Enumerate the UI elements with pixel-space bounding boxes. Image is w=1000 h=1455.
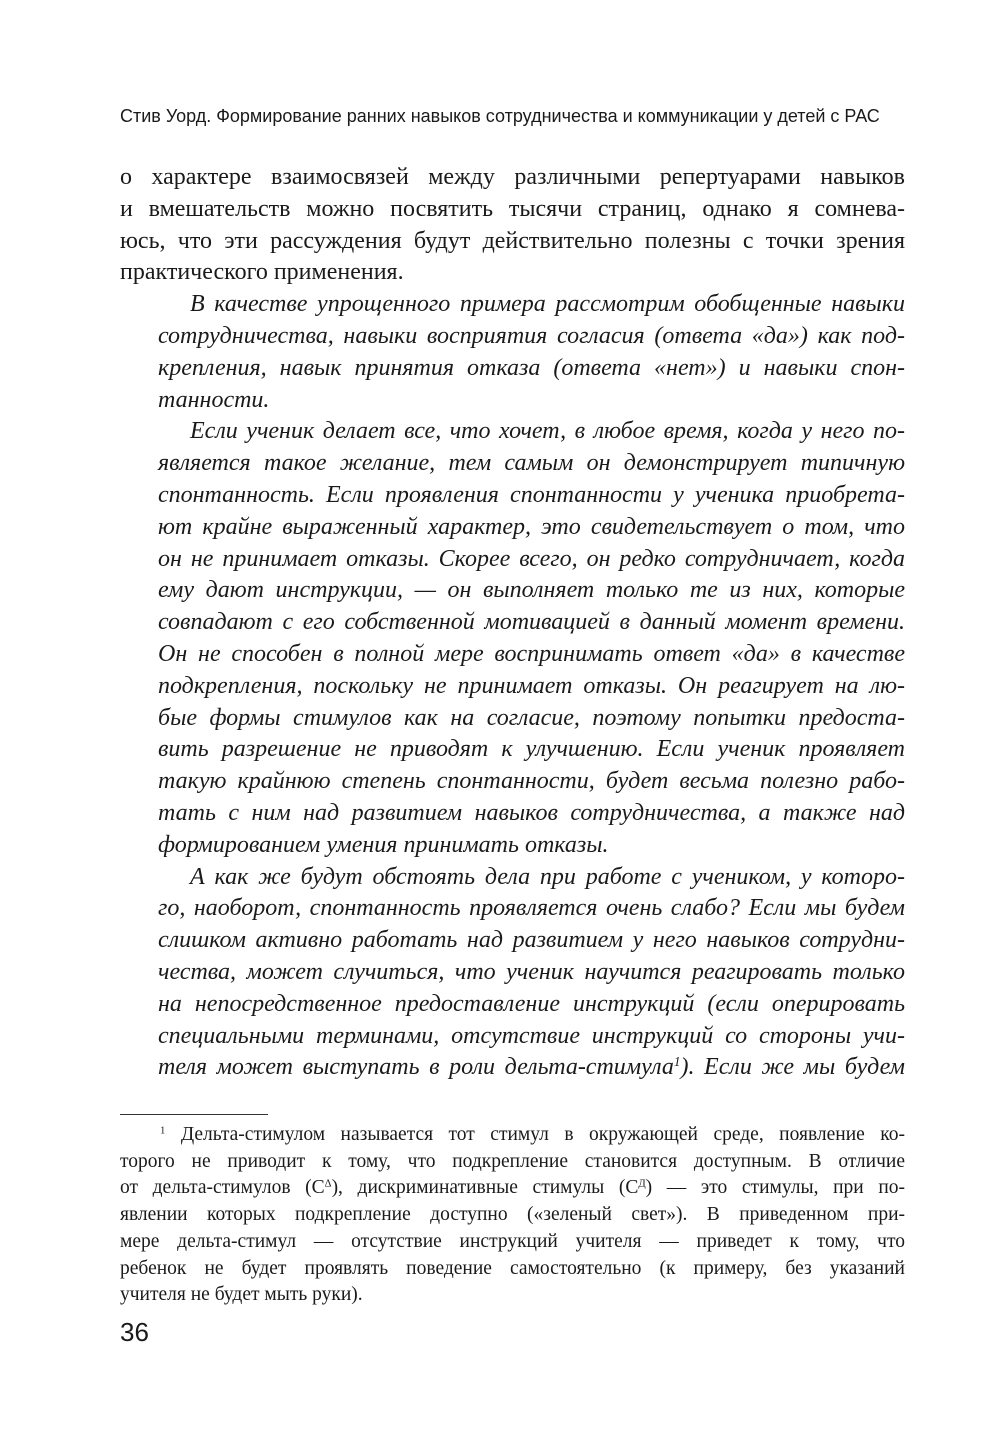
text-line bbox=[120, 196, 905, 223]
text-run: ) — это стимулы, при по- bbox=[645, 1177, 905, 1199]
text-run: бые формы стимулов как на согласие, поэтому попытки предоста- bbox=[158, 704, 905, 731]
text-run: является такое желание, тем самым он демонстрирует типичную bbox=[158, 450, 905, 477]
footnote-line bbox=[120, 1151, 905, 1173]
text-run: практического применения. bbox=[120, 259, 404, 286]
text-line bbox=[158, 514, 905, 541]
text-line bbox=[158, 641, 905, 668]
text-run: явлении которых подкрепление доступно («зеленый свет»). В приведенном при- bbox=[120, 1204, 905, 1226]
text-run: о характере взаимосвязей между различными репертуарами навыков bbox=[120, 164, 905, 190]
text-line bbox=[158, 1054, 905, 1081]
text-run: танности. bbox=[158, 386, 270, 413]
text-line bbox=[158, 768, 905, 795]
footnote-marker: Д bbox=[638, 1177, 646, 1190]
text-line bbox=[158, 673, 905, 700]
text-line bbox=[190, 418, 905, 445]
text-run: такую крайнюю степень спонтанности, будет весьма полезно рабо- bbox=[158, 768, 905, 795]
text-run: крепления, навык принятия отказа (ответа «нет») и навыки спон- bbox=[158, 354, 905, 381]
footnote-line bbox=[120, 1231, 905, 1253]
text-run: Дельта-стимулом называется тот стимул в окружающей среде, появление ко- bbox=[165, 1124, 905, 1145]
footnote-line bbox=[120, 1204, 905, 1226]
text-line bbox=[190, 864, 905, 891]
text-line bbox=[158, 832, 905, 859]
running-header: Стив Уорд. Формирование ранних навыков сотрудничества и коммуникации у детей с РАС bbox=[120, 106, 880, 126]
footnote-line bbox=[120, 1177, 905, 1199]
page-number: 36 bbox=[120, 1317, 149, 1347]
text-line bbox=[158, 736, 905, 763]
text-run: В качестве упрощенного примера рассмотрим обобщенные навыки bbox=[190, 291, 905, 318]
text-line bbox=[158, 800, 905, 827]
text-run: от дельта-стимулов (С bbox=[120, 1177, 325, 1199]
footnote-line bbox=[120, 1258, 905, 1280]
text-run: теля может выступать в роли дельта-стимула bbox=[158, 1054, 674, 1081]
text-line bbox=[158, 546, 905, 573]
footnote-marker: Δ bbox=[324, 1177, 332, 1190]
text-line bbox=[158, 355, 905, 382]
text-run: чества, может случиться, что ученик научится реагировать только bbox=[158, 959, 905, 985]
text-run: ребенок не будет проявлять поведение самостоятельно (к примеру, без указаний bbox=[120, 1257, 905, 1279]
text-line bbox=[158, 991, 905, 1018]
text-run: сотрудничества, навыки восприятия согласия (ответа «да») как под- bbox=[158, 323, 905, 349]
text-run: Если ученик делает все, что хочет, в любое время, когда у него по- bbox=[190, 418, 905, 445]
text-line bbox=[190, 291, 905, 318]
text-line bbox=[158, 705, 905, 732]
text-run: юсь, что эти рассуждения будут действительно полезны с точки зрения bbox=[120, 227, 905, 254]
text-run: слишком активно работать над развитием у него навыков сотрудни- bbox=[158, 927, 905, 954]
text-line bbox=[120, 228, 905, 255]
text-run: вить разрешение не приводят к улучшению. Если ученик проявляет bbox=[158, 736, 905, 763]
text-run: совпадают с его собственной мотивацией в данный момент времени. bbox=[158, 609, 905, 636]
text-run: ). Если же мы будем bbox=[680, 1054, 905, 1081]
text-line bbox=[158, 387, 905, 414]
text-run: формированием умения принимать отказы. bbox=[158, 831, 609, 858]
text-line bbox=[158, 609, 905, 636]
text-run: ему дают инструкции, — он выполняет только те из них, которые bbox=[158, 577, 905, 604]
text-line bbox=[158, 927, 905, 954]
footnote-marker: 1 bbox=[673, 1054, 681, 1070]
text-run: подкрепления, поскольку не принимает отказы. Он реагирует на лю- bbox=[158, 672, 905, 699]
text-line bbox=[158, 895, 905, 922]
text-run: А как же будут обстоять дела при работе с учеником, у которо- bbox=[190, 863, 905, 890]
text-run: и вмешательств можно посвятить тысячи страниц, однако я сомнева- bbox=[120, 195, 905, 222]
text-run: он не принимает отказы. Скорее всего, он редко сотрудничает, когда bbox=[158, 545, 905, 572]
text-line bbox=[120, 259, 905, 286]
text-line bbox=[158, 577, 905, 604]
text-run: ют крайне выраженный характер, это свидетельствует о том, что bbox=[158, 513, 905, 540]
text-run: специальными терминами, отсутствие инструкций со стороны учи- bbox=[158, 1022, 905, 1049]
footnote-divider bbox=[120, 1114, 268, 1115]
text-line bbox=[158, 1023, 905, 1050]
text-line bbox=[158, 482, 905, 509]
footnote-marker: 1 bbox=[160, 1124, 166, 1137]
text-run: торого не приводит к тому, что подкрепление становится доступным. В отличие bbox=[120, 1150, 905, 1172]
text-line bbox=[158, 323, 905, 350]
text-run: го, наоборот, спонтанность проявляется очень слабо? Если мы будем bbox=[158, 895, 905, 922]
text-line bbox=[158, 450, 905, 477]
footnote-line bbox=[160, 1124, 905, 1146]
text-run: учителя не будет мыть руки). bbox=[120, 1284, 363, 1306]
text-run: Он не способен в полной мере воспринимать ответ «да» в качестве bbox=[158, 641, 905, 667]
text-run: ), дискриминативные стимулы (С bbox=[331, 1177, 639, 1199]
text-run: на непосредственное предоставление инструкций (если оперировать bbox=[158, 990, 905, 1017]
footnote-line bbox=[120, 1284, 905, 1306]
text-run: тать с ним над развитием навыков сотрудничества, а также над bbox=[158, 800, 905, 826]
text-run: мере дельта-стимул — отсутствие инструкций учителя — приведет к тому, что bbox=[120, 1230, 905, 1252]
text-line bbox=[158, 959, 905, 986]
text-run: спонтанность. Если проявления спонтанности у ученика приобрета- bbox=[158, 482, 905, 508]
text-line bbox=[120, 164, 905, 191]
